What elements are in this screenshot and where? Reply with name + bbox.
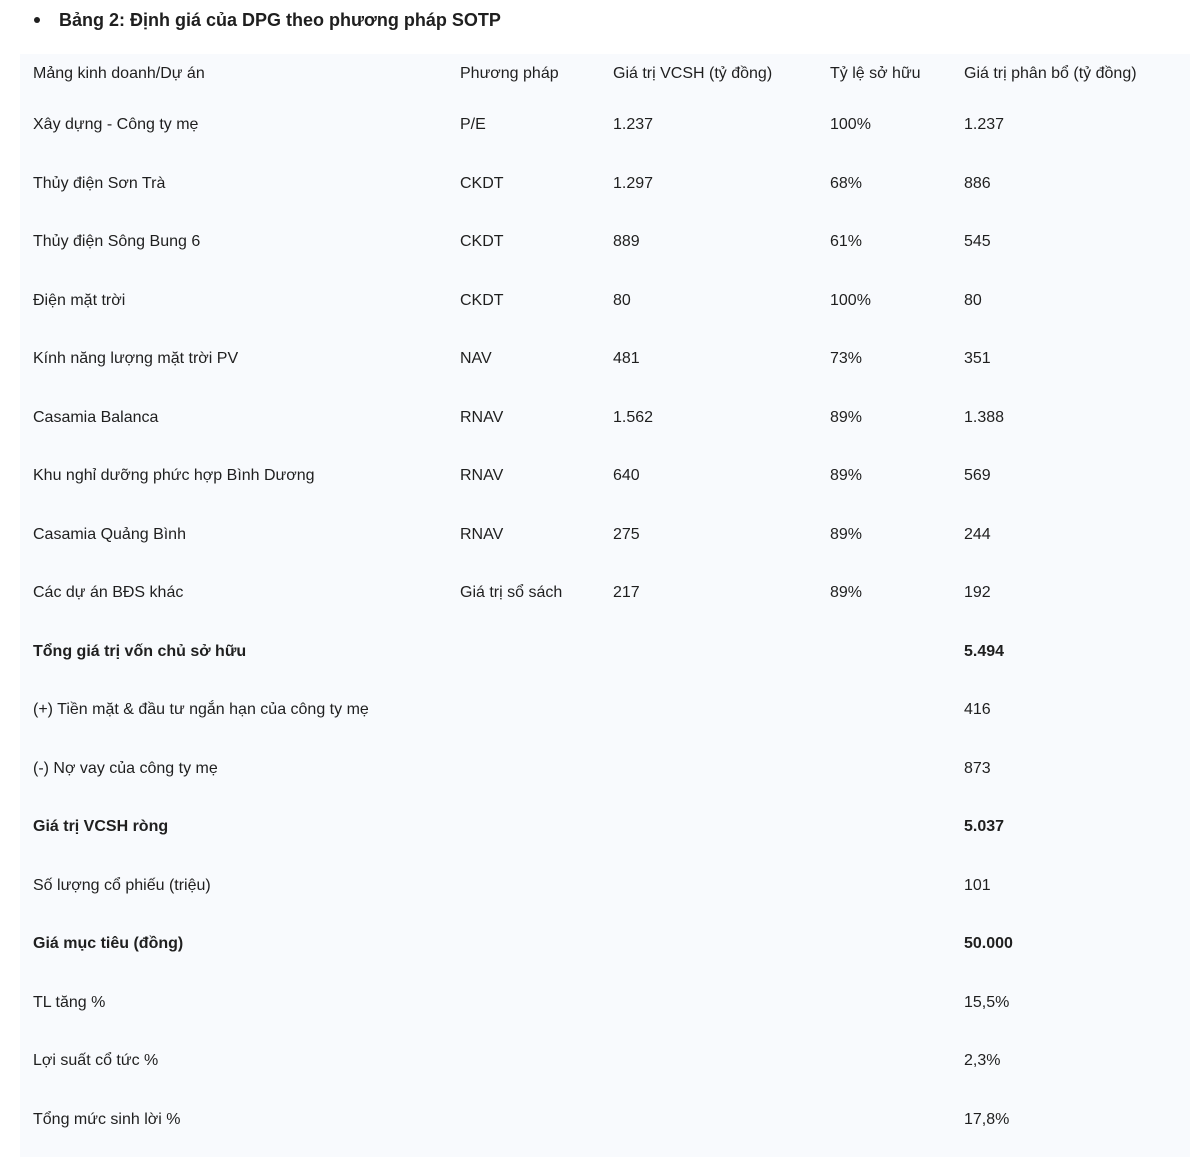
empty-cell: [817, 857, 951, 916]
cell-method: RNAV: [460, 408, 504, 426]
empty-cell: [817, 974, 951, 1033]
summary-row: [20, 798, 1190, 857]
empty-cell: [600, 798, 817, 857]
cell-ownership: 73%: [830, 350, 863, 368]
cell-equity-value: 1.297: [613, 174, 654, 192]
cell-ownership: 100%: [830, 116, 871, 134]
column-header-method: Phương pháp: [460, 65, 559, 82]
table-body: [20, 96, 1190, 1149]
cell-allocated-value: 569: [964, 467, 991, 485]
table-row: [20, 447, 1190, 506]
cell-ownership: 89%: [830, 467, 863, 485]
empty-cell: [600, 681, 817, 740]
cell-allocated-value: 192: [964, 584, 991, 602]
empty-cell: [817, 798, 951, 857]
table-row: [20, 330, 1190, 389]
empty-cell: [600, 974, 817, 1033]
column-header-equity-value: Giá trị VCSH (tỷ đồng): [613, 65, 773, 82]
cell-method: RNAV: [460, 525, 504, 543]
summary-label: TL tăng %: [33, 993, 106, 1011]
cell-equity-value: 80: [613, 291, 631, 309]
summary-row: [20, 857, 1190, 916]
summary-row: [20, 974, 1190, 1033]
empty-cell: [447, 623, 600, 682]
summary-label: (-) Nợ vay của công ty mẹ: [33, 759, 218, 777]
cell-segment: Thủy điện Sơn Trà: [33, 174, 166, 192]
cell-method: CKDT: [460, 233, 504, 251]
summary-row: [20, 623, 1190, 682]
empty-cell: [817, 1032, 951, 1091]
empty-cell: [447, 1091, 600, 1150]
table-row: [20, 389, 1190, 448]
cell-allocated-value: 244: [964, 525, 991, 543]
column-header-segment: Mảng kinh doanh/Dự án: [33, 65, 205, 82]
cell-segment: Casamia Balanca: [33, 408, 159, 426]
summary-row: [20, 681, 1190, 740]
cell-segment: Điện mặt trời: [33, 291, 126, 309]
cell-method: P/E: [460, 116, 486, 134]
empty-cell: [447, 915, 600, 974]
cell-ownership: 100%: [830, 291, 871, 309]
summary-value: 50.000: [964, 935, 1013, 953]
summary-label: (+) Tiền mặt & đầu tư ngắn hạn của công ty mẹ: [33, 701, 369, 719]
valuation-table-container: [20, 54, 1190, 1157]
cell-method: CKDT: [460, 174, 504, 192]
summary-value: 416: [964, 701, 991, 719]
cell-method: CKDT: [460, 291, 504, 309]
summary-value: 2,3%: [964, 1052, 1001, 1070]
summary-row: [20, 740, 1190, 799]
cell-allocated-value: 1.237: [964, 116, 1005, 134]
summary-row: [20, 915, 1190, 974]
empty-cell: [447, 740, 600, 799]
empty-cell: [447, 857, 600, 916]
table-row: [20, 272, 1190, 331]
cell-method: RNAV: [460, 467, 504, 485]
column-header-allocated-value: Giá trị phân bổ (tỷ đồng): [964, 65, 1137, 82]
summary-value: 873: [964, 759, 991, 777]
table-row: [20, 96, 1190, 155]
summary-value: 101: [964, 876, 991, 894]
empty-cell: [600, 915, 817, 974]
cell-segment: Các dự án BĐS khác: [33, 584, 184, 602]
cell-allocated-value: 1.388: [964, 408, 1005, 426]
empty-cell: [447, 798, 600, 857]
empty-cell: [447, 974, 600, 1033]
summary-row: [20, 1091, 1190, 1150]
cell-equity-value: 1.562: [613, 408, 654, 426]
summary-row: [20, 1032, 1190, 1091]
empty-cell: [817, 681, 951, 740]
table-row: [20, 213, 1190, 272]
table-row: [20, 155, 1190, 214]
empty-cell: [600, 623, 817, 682]
cell-equity-value: 1.237: [613, 116, 654, 134]
empty-cell: [600, 1032, 817, 1091]
cell-segment: Xây dựng - Công ty mẹ: [33, 116, 199, 134]
empty-cell: [600, 740, 817, 799]
cell-equity-value: 275: [613, 525, 640, 543]
cell-equity-value: 889: [613, 233, 640, 251]
cell-allocated-value: 80: [964, 291, 982, 309]
column-header-ownership: Tỷ lệ sở hữu: [830, 65, 921, 82]
empty-cell: [600, 1091, 817, 1150]
cell-segment: Kính năng lượng mặt trời PV: [33, 350, 239, 368]
empty-cell: [817, 623, 951, 682]
empty-cell: [817, 1091, 951, 1150]
bullet-icon: [34, 17, 40, 23]
empty-cell: [447, 681, 600, 740]
summary-value: 5.494: [964, 642, 1005, 660]
summary-value: 17,8%: [964, 1110, 1010, 1128]
summary-value: 15,5%: [964, 993, 1010, 1011]
empty-cell: [817, 915, 951, 974]
valuation-table: [20, 54, 1190, 1149]
table-row: [20, 506, 1190, 565]
empty-cell: [600, 857, 817, 916]
cell-ownership: 61%: [830, 233, 863, 251]
summary-label: Lợi suất cổ tức %: [33, 1052, 159, 1070]
summary-label: Giá trị VCSH ròng: [33, 818, 169, 836]
cell-ownership: 89%: [830, 408, 863, 426]
cell-segment: Thủy điện Sông Bung 6: [33, 233, 201, 251]
cell-allocated-value: 351: [964, 350, 991, 368]
cell-allocated-value: 545: [964, 233, 991, 251]
summary-label: Giá mục tiêu (đồng): [33, 935, 184, 953]
cell-ownership: 68%: [830, 174, 863, 192]
table-row: [20, 564, 1190, 623]
empty-cell: [817, 740, 951, 799]
cell-ownership: 89%: [830, 525, 863, 543]
cell-equity-value: 217: [613, 584, 640, 602]
cell-equity-value: 640: [613, 467, 640, 485]
empty-cell: [447, 1032, 600, 1091]
cell-segment: Casamia Quảng Bình: [33, 525, 186, 543]
cell-method: Giá trị sổ sách: [460, 584, 563, 602]
cell-method: NAV: [460, 350, 492, 368]
table-caption: [34, 6, 501, 34]
cell-ownership: 89%: [830, 584, 863, 602]
cell-segment: Khu nghỉ dưỡng phức hợp Bình Dương: [33, 467, 315, 485]
table-header-row: [20, 54, 1190, 96]
table-caption-text: Bảng 2: Định giá của DPG theo phương pháp SOTP: [59, 9, 501, 30]
cell-equity-value: 481: [613, 350, 640, 368]
cell-allocated-value: 886: [964, 174, 991, 192]
summary-label: Tổng giá trị vốn chủ sở hữu: [33, 642, 247, 660]
summary-label: Tổng mức sinh lời %: [33, 1110, 181, 1128]
summary-label: Số lượng cổ phiếu (triệu): [33, 876, 211, 894]
summary-value: 5.037: [964, 818, 1005, 836]
